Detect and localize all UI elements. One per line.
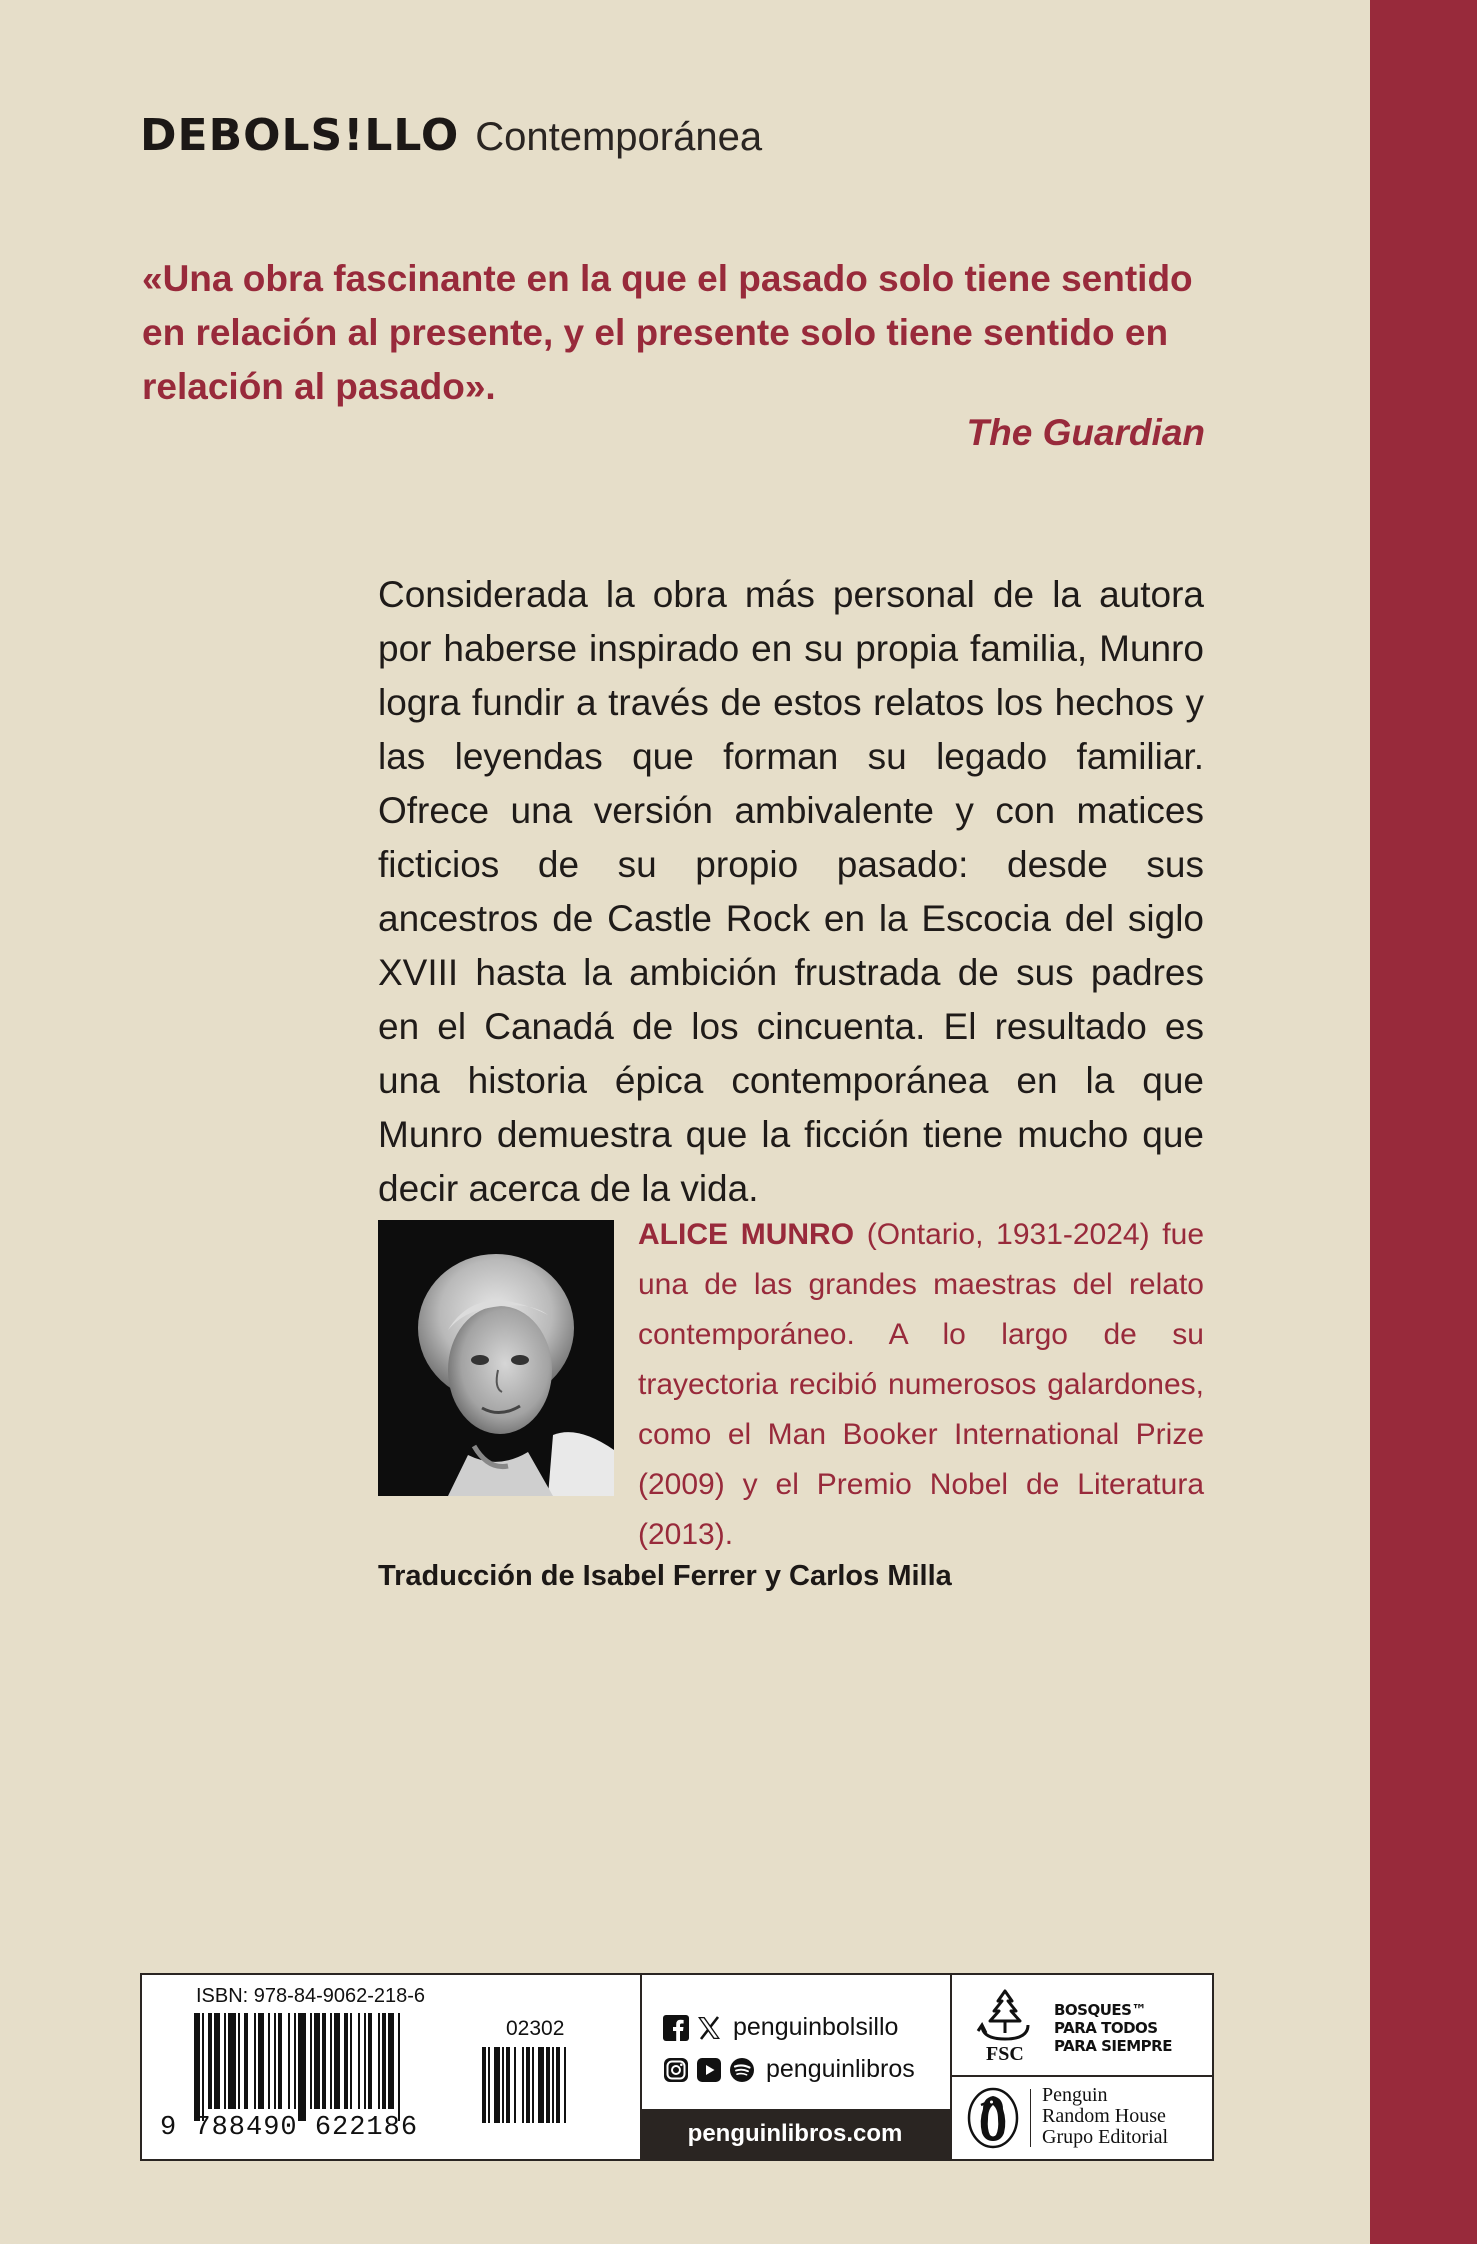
barcode-bar — [350, 2013, 352, 2109]
addon-barcode-bar — [564, 2047, 566, 2123]
translation-credit: Traducción de Isabel Ferrer y Carlos Milla — [378, 1560, 952, 1592]
ean-digits: 9 788490 622186 — [160, 2113, 419, 2143]
publisher-name — [1042, 2085, 1168, 2148]
barcode-bar — [378, 2013, 380, 2109]
barcode-bar — [268, 2013, 270, 2109]
barcode-bar — [330, 2013, 332, 2109]
barcode-bar — [274, 2013, 276, 2109]
addon-barcode-bar — [522, 2047, 524, 2123]
barcode-bar — [398, 2013, 400, 2121]
brand-logo: DEBOLS!LLO — [140, 110, 460, 161]
addon-barcode-bar — [514, 2047, 516, 2123]
barcode-bar — [202, 2013, 204, 2121]
barcode-bar — [238, 2013, 240, 2109]
publisher-logo — [950, 2077, 1212, 2159]
barcode-bar — [224, 2013, 226, 2109]
addon-barcode-bar — [538, 2047, 544, 2123]
barcode-bar — [244, 2013, 248, 2109]
barcode-bar — [334, 2013, 340, 2109]
back-cover-info-box — [140, 1973, 1214, 2161]
barcode-bar — [258, 2013, 264, 2109]
addon-barcode-bar — [546, 2047, 550, 2123]
certification-section — [950, 1975, 1212, 2159]
barcode-bar — [368, 2013, 372, 2109]
social-row-bolsillo — [662, 2013, 898, 2042]
barcode-bar — [228, 2013, 236, 2109]
publisher-divider — [1030, 2089, 1031, 2147]
instagram-icon[interactable] — [662, 2056, 690, 2084]
barcode-bar — [254, 2013, 256, 2109]
barcode-bar — [194, 2013, 200, 2121]
author-portrait-image — [378, 1220, 614, 1496]
addon-barcode-bar — [506, 2047, 510, 2123]
isbn-label: ISBN: 978-84-9062-218-6 — [196, 1985, 426, 2007]
barcode-bar — [364, 2013, 366, 2109]
collection-name: Contemporánea — [475, 115, 763, 159]
barcode-bar — [382, 2013, 386, 2109]
publisher-line-1: Penguin — [1042, 2084, 1108, 2106]
publisher-line-2: Random House — [1042, 2105, 1166, 2127]
barcode-bar — [294, 2013, 296, 2109]
barcode-bar — [358, 2013, 360, 2109]
barcode-bar — [388, 2013, 394, 2109]
barcode-bar — [214, 2013, 220, 2109]
spotify-icon[interactable] — [728, 2056, 756, 2084]
publisher-header — [140, 110, 762, 170]
x-icon[interactable] — [695, 2014, 723, 2042]
youtube-icon[interactable] — [695, 2056, 723, 2084]
author-bio-text: (Ontario, 1931-2024) fue una de las grandes maestras del relato contemporáneo. A lo largo de su trayectoria recibió numerosos galardones, como el Man Booker International Prize (2009) y el Premio Nobel de Literatura (2013). — [638, 1218, 1205, 1551]
facebook-icon[interactable] — [662, 2014, 690, 2042]
handle-penguinlibros[interactable]: penguinlibros — [766, 2055, 915, 2083]
barcode-section — [142, 1975, 642, 2159]
fsc-slogan-line-1: BOSQUES™ — [1054, 2001, 1146, 2019]
barcode-bar — [298, 2013, 306, 2121]
barcode-bar — [322, 2013, 326, 2109]
addon-barcode-bar — [552, 2047, 554, 2123]
fsc-slogan-line-2: PARA TODOS — [1054, 2019, 1158, 2037]
penguin-icon — [966, 2087, 1020, 2149]
fsc-slogan — [1054, 2001, 1172, 2055]
barcode-bar — [208, 2013, 212, 2109]
addon-barcode-bar — [488, 2047, 490, 2123]
addon-barcode-bar — [494, 2047, 500, 2123]
barcode-bar — [278, 2013, 282, 2109]
publisher-line-3: Grupo Editorial — [1042, 2126, 1169, 2148]
press-quote: «Una obra fascinante en la que el pasado solo tiene sentido en relación al presente, y el presente solo tiene sentido en relación al pasado». — [142, 258, 1193, 407]
barcode-bar — [310, 2013, 312, 2109]
addon-barcode-bar — [482, 2047, 486, 2123]
barcode-bar — [314, 2013, 320, 2109]
barcode-bar — [288, 2013, 290, 2109]
quote-source: The Guardian — [966, 412, 1205, 453]
fsc-badge — [950, 1975, 1212, 2077]
addon-barcode-bar — [502, 2047, 504, 2123]
addon-barcode-bar — [532, 2047, 534, 2123]
fsc-slogan-line-3: PARA SIEMPRE — [1054, 2037, 1172, 2055]
author-name: ALICE MUNRO — [638, 1218, 855, 1251]
book-spine — [1370, 0, 1477, 2244]
fsc-label: FSC — [986, 2043, 1024, 2065]
addon-barcode-bar — [526, 2047, 530, 2123]
social-section — [640, 1975, 952, 2159]
fsc-tree-icon — [976, 1987, 1034, 2043]
book-blurb: Considerada la obra más personal de la autora por haberse inspirado en su propia familia, Munro logra fundir a través de estos relatos los hechos y las leyendas que forman su legado familiar. Ofrece una versión ambivalente y con matices ficticios de su propio pasado: desde sus ancestros de Castle Rock en la Escocia del siglo XVIII hasta la ambición frustrada de sus padres en el Canadá de los cincuenta. El resultado es una historia épica contemporánea en la que Munro demuestra que la ficción tiene mucho que decir acerca de la vida. — [378, 574, 1204, 1209]
barcode-addon-code: 02302 — [506, 2017, 565, 2040]
social-row-libros — [662, 2055, 915, 2084]
handle-penguinbolsillo[interactable]: penguinbolsillo — [733, 2013, 899, 2041]
author-bio — [638, 1210, 1204, 1560]
barcode-bar — [344, 2013, 348, 2109]
addon-barcode-bar — [556, 2047, 560, 2123]
website-link[interactable]: penguinlibros.com — [640, 2109, 950, 2159]
author-photo — [378, 1220, 614, 1496]
